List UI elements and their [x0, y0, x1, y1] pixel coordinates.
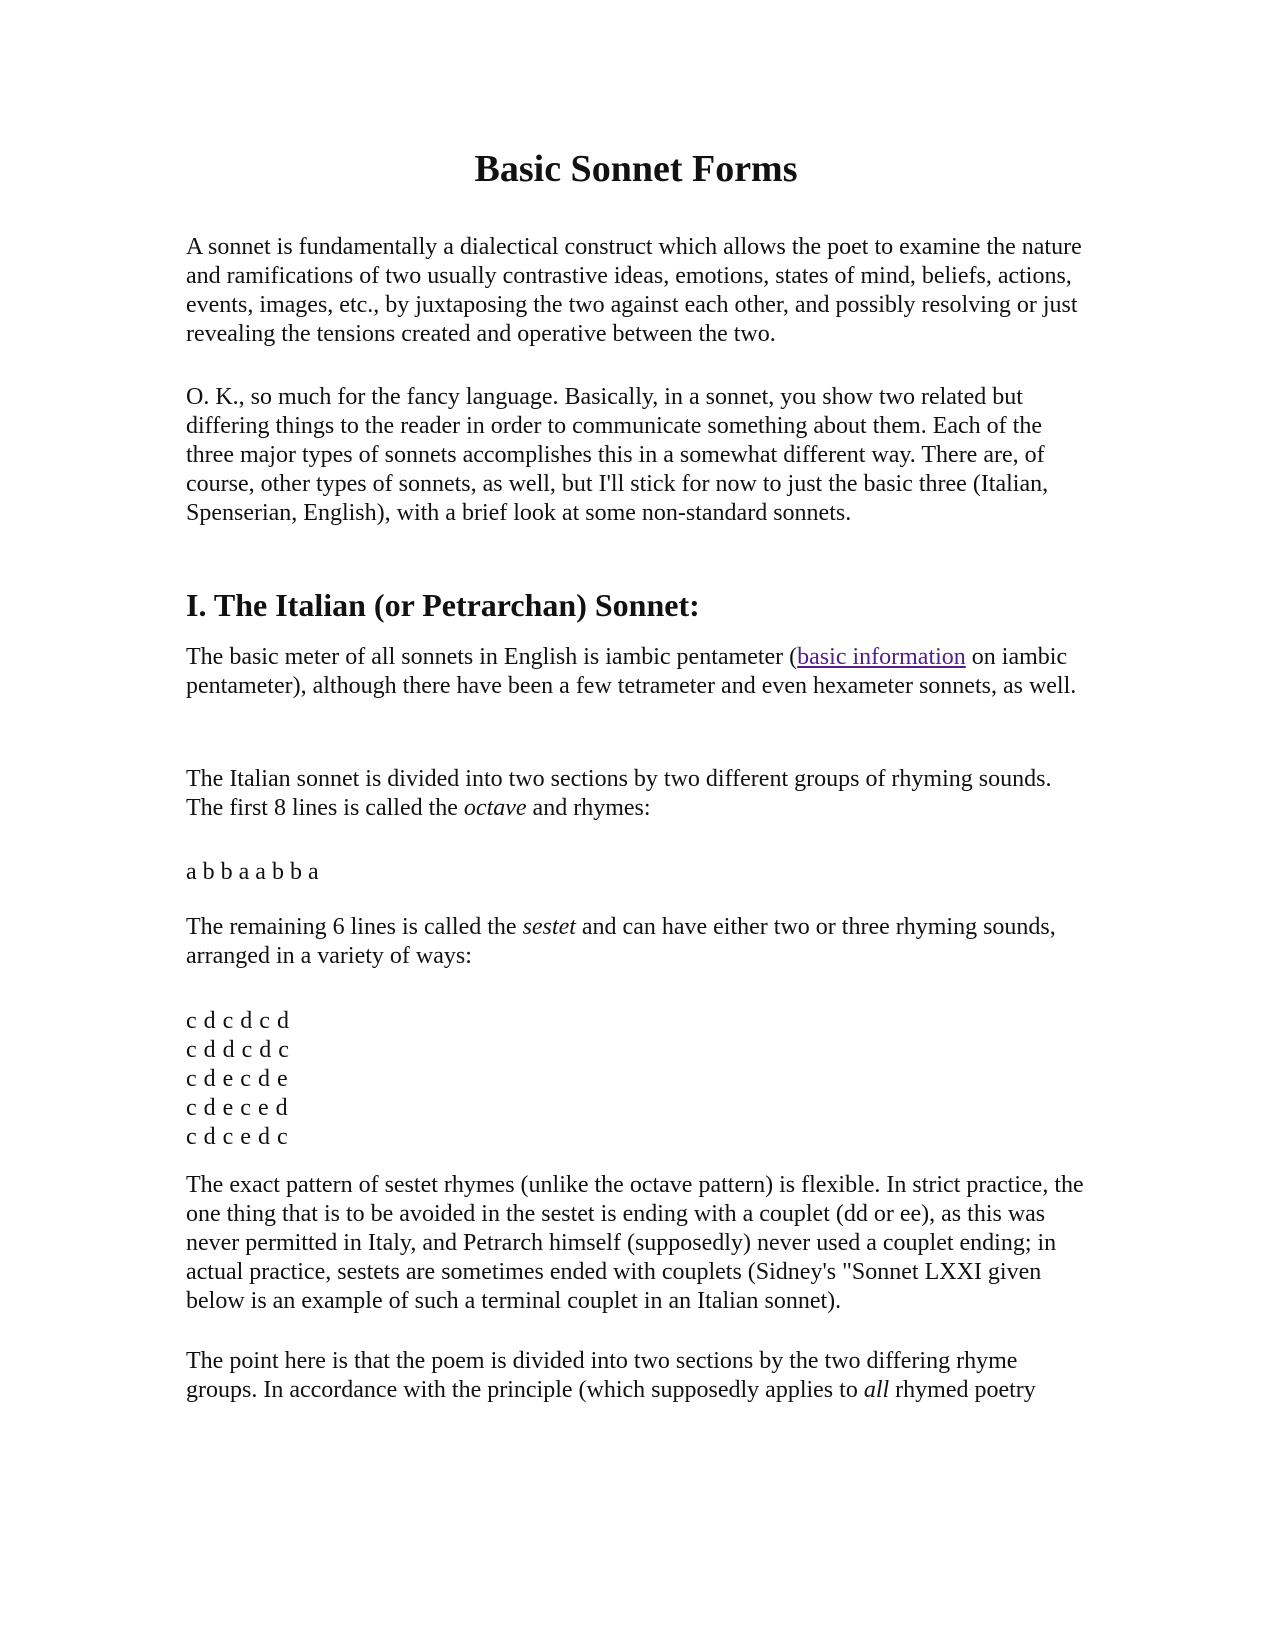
sestet-intro-paragraph	[186, 913, 1086, 971]
point-text-after: rhymed poetry	[889, 1377, 1036, 1403]
flexible-pattern-paragraph: The exact pattern of sestet rhymes (unlike the octave pattern) is flexible. In strict practice, the one thing that is to be avoided in the sestet is ending with a couplet (dd or ee), as this was never permitted in Italy, and Petrarch himself (supposedly) never used a couplet ending; in actual practice, sestets are sometimes ended with couplets (Sidney's "Sonnet LXXI given below is an example of such a terminal couplet in an Italian sonnet).	[186, 1172, 1084, 1314]
page-title: Basic Sonnet Forms	[474, 148, 798, 190]
octave-intro-paragraph	[186, 765, 1086, 823]
sestet-text-before: The remaining 6 lines is called the	[186, 914, 523, 940]
sestet-scheme-line: c d c e d c	[186, 1124, 289, 1150]
sestet-scheme-line: c d e c e d	[186, 1095, 289, 1121]
octave-term: octave	[463, 795, 527, 821]
sestet-rhyme-schemes	[186, 1007, 1086, 1152]
meter-paragraph	[186, 643, 1086, 701]
point-text-before: The point here is that the poem is divided into two sections by the two differing rhyme groups. In accordance with the principle (which supposedly applies to	[186, 1348, 1018, 1403]
meter-text-before: The basic meter of all sonnets in English is iambic pentameter (	[186, 644, 798, 670]
sestet-term: sestet	[522, 914, 576, 940]
intro-paragraph-2: O. K., so much for the fancy language. Basically, in a sonnet, you show two related but differing things to the reader in order to communicate something about them. Each of the three major types of sonnets accomplishes this in a somewhat different way. There are, of course, other types of sonnets, as well, but I'll stick for now to just the basic three (Italian, Spenserian, English), with a brief look at some non-standard sonnets.	[186, 384, 1049, 526]
point-paragraph	[186, 1347, 1086, 1405]
meter-text-after: on iambic pentameter), although there have been a few tetrameter and even hexameter sonnets, as well.	[186, 644, 1077, 699]
intro-paragraph-1: A sonnet is fundamentally a dialectical construct which allows the poet to examine the nature and ramifications of two usually contrastive ideas, emotions, states of mind, beliefs, actions, events, images, etc., by juxtaposing the two against each other, and possibly resolving or just revealing the tensions created and operative between the two.	[186, 234, 1082, 347]
section-heading-italian: I. The Italian (or Petrarchan) Sonnet:	[186, 587, 700, 623]
octave-rhyme-scheme: a b b a a b b a	[186, 859, 319, 885]
sestet-text-after: and can have either two or three rhyming sounds, arranged in a variety of ways:	[186, 914, 1056, 969]
basic-information-link[interactable]: basic information	[797, 644, 966, 670]
octave-text-before: The Italian sonnet is divided into two sections by two different groups of rhyming sounds. The first 8 lines is called the	[186, 766, 1052, 821]
sestet-scheme-line: c d d c d c	[186, 1037, 290, 1063]
sestet-scheme-line: c d c d c d	[186, 1008, 290, 1034]
point-term: all	[863, 1377, 890, 1403]
octave-text-after: and rhymes:	[526, 795, 651, 821]
sestet-scheme-line: c d e c d e	[186, 1066, 289, 1092]
